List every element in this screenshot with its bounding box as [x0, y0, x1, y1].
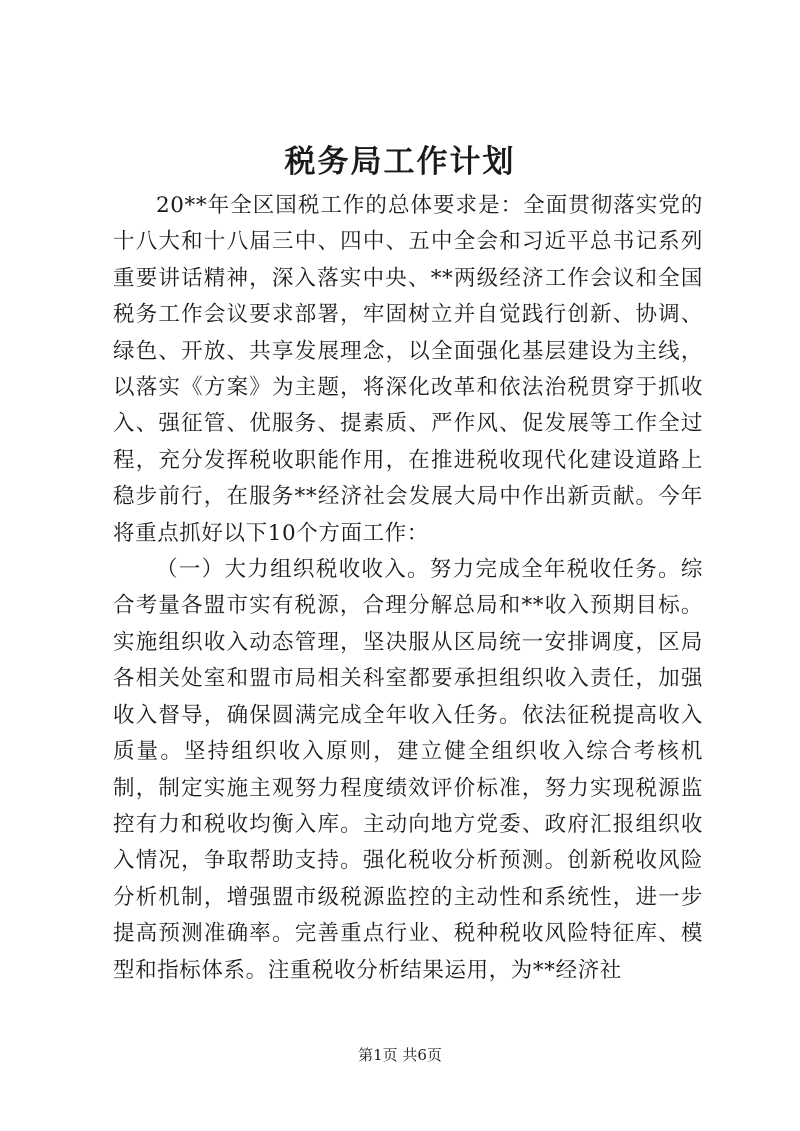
paragraph-general-requirements: 20**年全区国税工作的总体要求是：全面贯彻落实党的十八大和十八届三中、四中、五中全会和习近平总书记系列重要讲话精神，深入落实中央、**两级经济工作会议和全国税务工作会议要求部署，牢固树立并自觉践行创新、协调、绿色、开放、共享发展理念，以全面强化基层建设为主线，以落实《方案》为主题，将深化改革和依法治税贯穿于抓收入、强征管、优服务、提素质、严作风、促发展等工作全过程，充分发挥税收职能作用，在推进税收现代化建设道路上稳步前行，在服务**经济社会发展大局中作出新贡献。今年将重点抓好以下10个方面工作：: [113, 193, 703, 546]
page-title: 税务局工作计划: [284, 144, 516, 180]
page-number-footer: 第1页 共6页: [358, 1046, 442, 1064]
paragraph-section-one: （一）大力组织税收收入。努力完成全年税收任务。综合考量各盟市实有税源，合理分解总局和**收入预期目标。实施组织收入动态管理，坚决服从区局统一安排调度，区局各相关处室和盟市局相关科室都要承担组织收入责任，加强收入督导，确保圆满完成全年收入任务。依法征税提高收入质量。坚持组织收入原则，建立健全组织收入综合考核机制，制定实施主观努力程度绩效评价标准，努力实现税源监控有力和税收均衡入库。主动向地方党委、政府汇报组织收入情况，争取帮助支持。强化税收分析预测。创新税收风险分析机制，增强盟市级税源监控的主动性和系统性，进一步提高预测准确率。完善重点行业、税种税收风险特征库、模型和指标体系。注重税收分析结果运用，为**经济社: [113, 557, 703, 983]
document-body: [113, 188, 703, 989]
